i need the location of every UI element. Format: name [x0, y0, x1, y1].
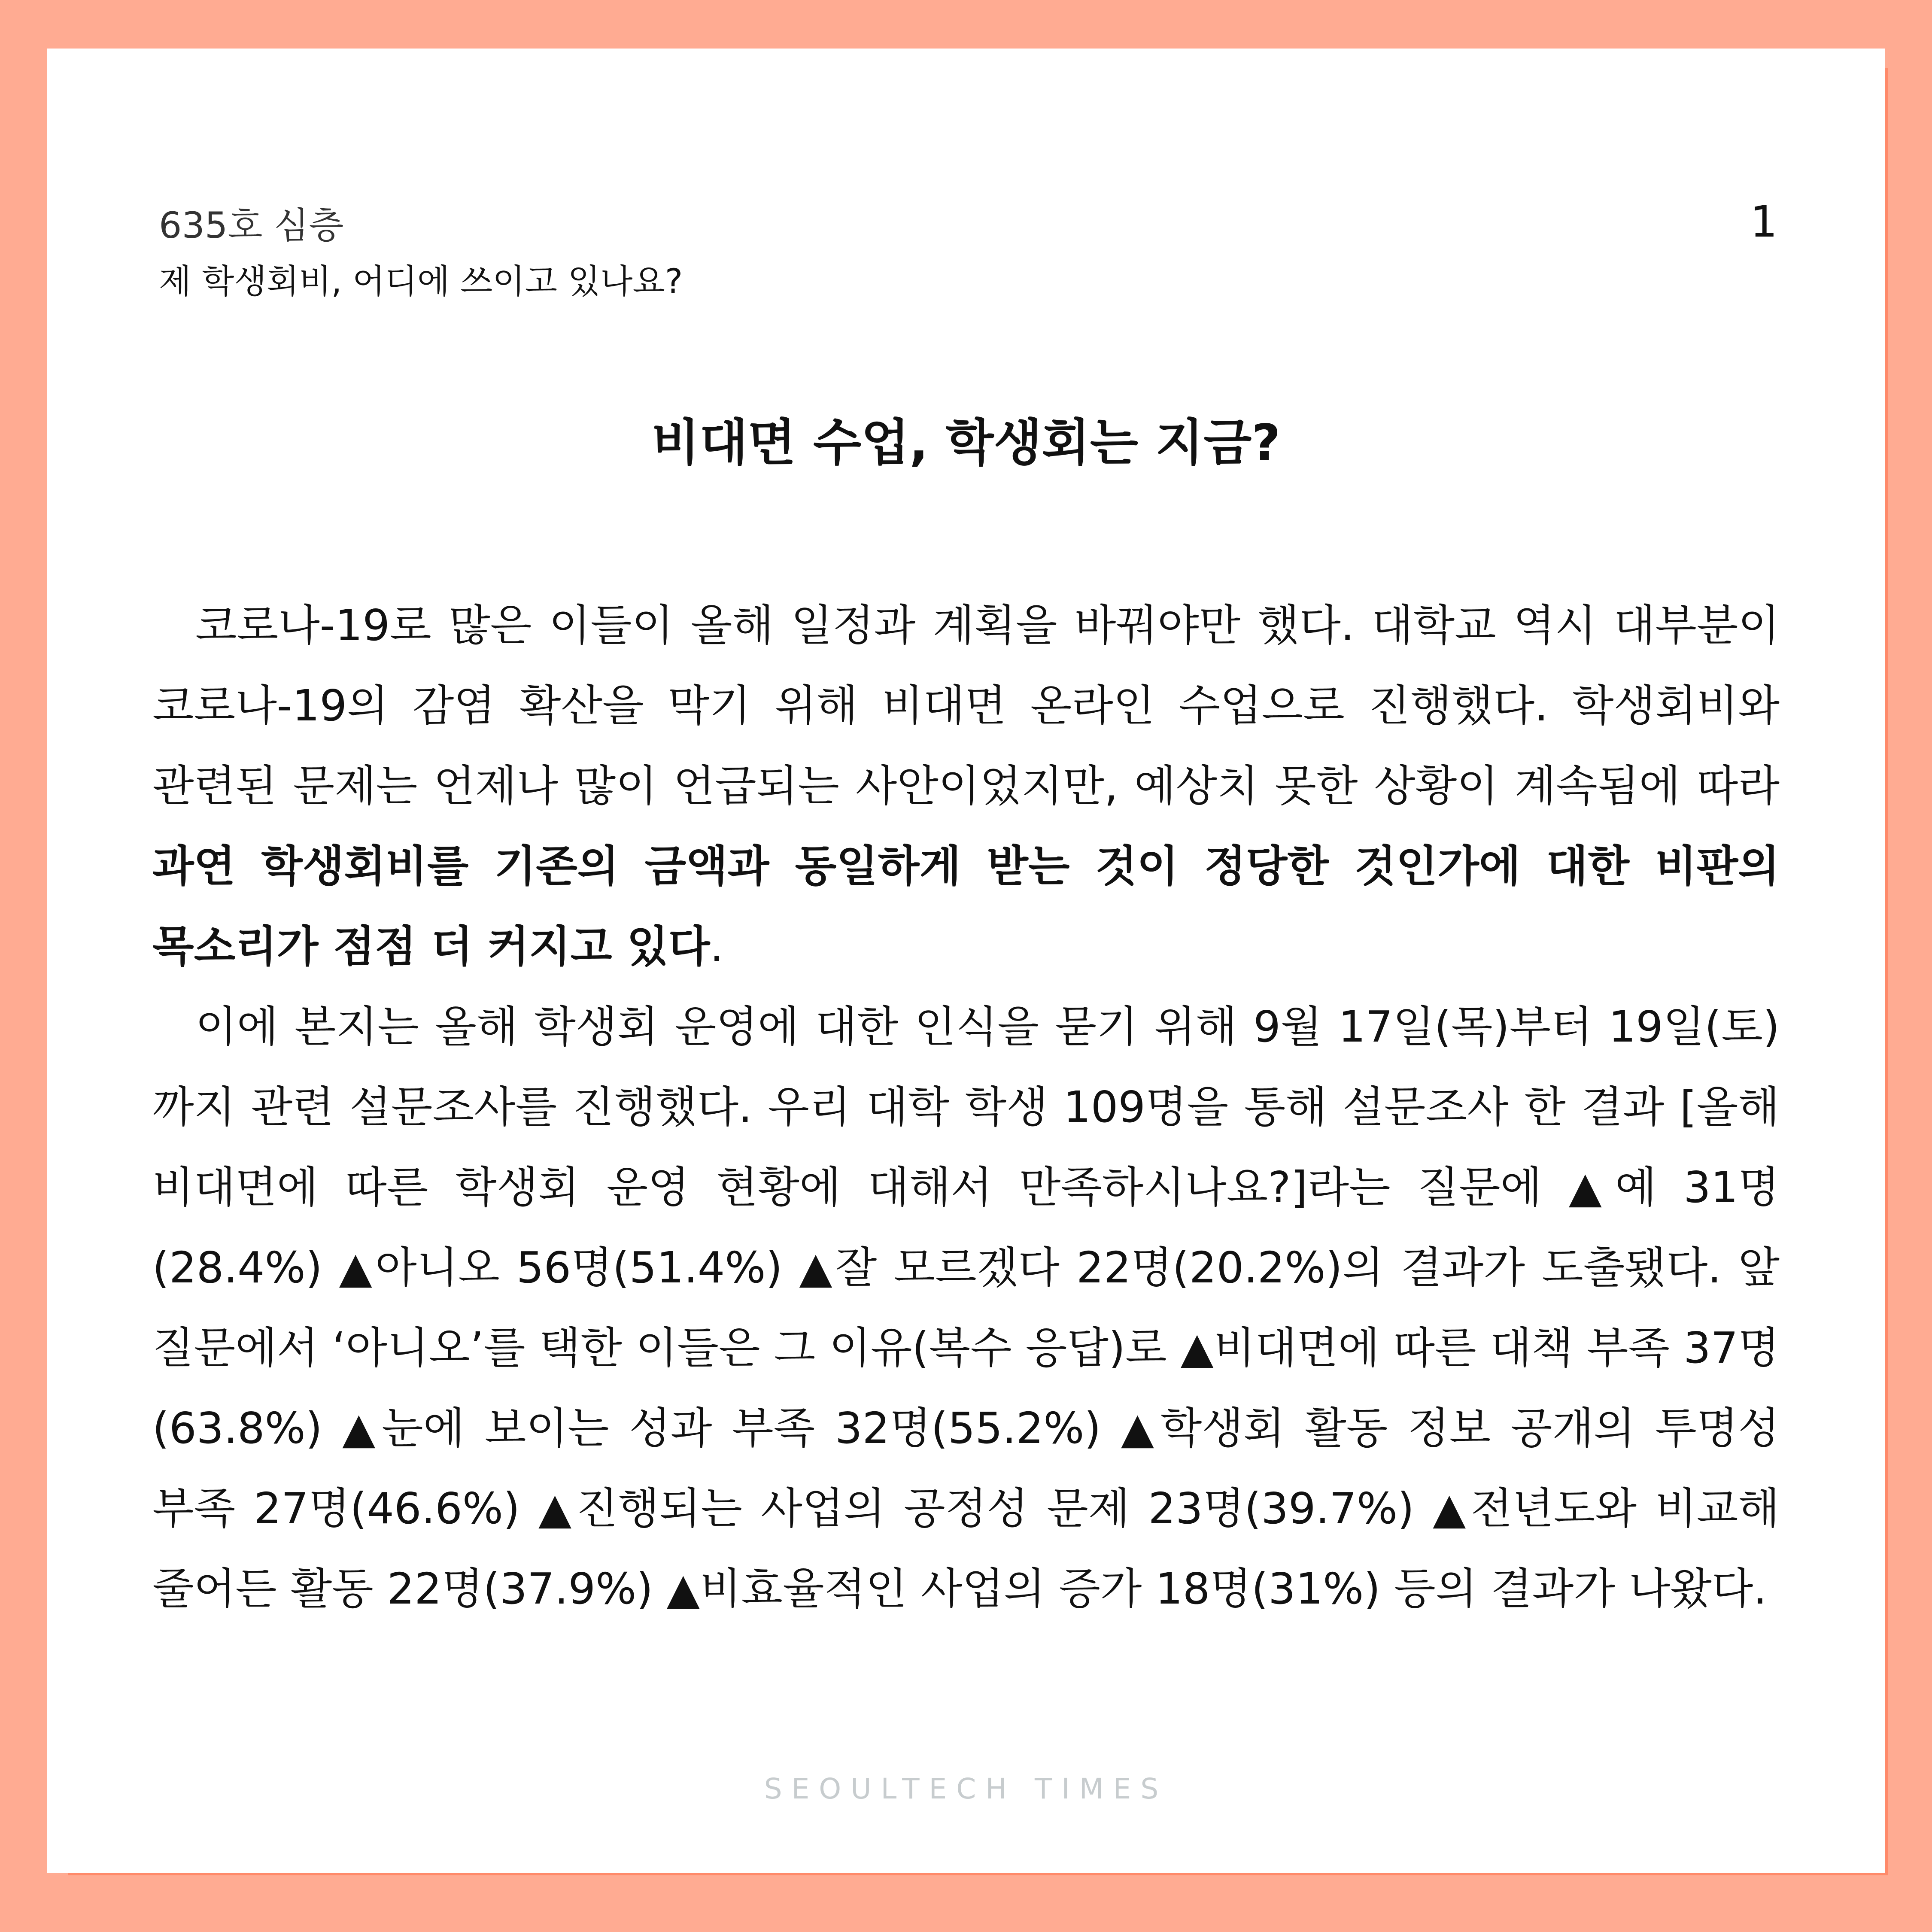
page-number: 1 [1750, 197, 1777, 247]
paragraph-1-text: 코로나-19로 많은 이들이 올해 일정과 계획을 바꿔야만 했다. 대학교 역시 대부분이 코로나-19의 감염 확산을 막기 위해 비대면 온라인 수업으로 진행했다. 학생회비와 관련된 문제는 언제나 많이 언급되는 사안이었지만, 예상치 못한 상황이 계속됨에 따라 [152, 600, 1780, 811]
paragraph-2: 이에 본지는 올해 학생회 운영에 대한 인식을 묻기 위해 9월 17일(목)부터 19일(토)까지 관련 설문조사를 진행했다. 우리 대학 학생 109명을 통해 설문조사 한 결과 [올해 비대면에 따른 학생회 운영 현황에 대해서 만족하시나요?]라는 질문에 ▲예 31명(28.4%) ▲아니오 56명(51.4%) ▲잘 모르겠다 22명(20.2%)의 결과가 도출됐다. 앞 질문에서 ‘아니오’를 택한 이들은 그 이유(복수 응답)로 ▲비대면에 따른 대책 부족 37명(63.8%) ▲눈에 보이는 성과 부족 32명(55.2%) ▲학생회 활동 정보 공개의 투명성 부족 27명(46.6%) ▲진행되는 사업의 공정성 문제 23명(39.7%) ▲전년도와 비교해 줄어든 활동 22명(37.9%) ▲비효율적인 사업의 증가 18명(31%) 등의 결과가 나왔다. [152, 1002, 1780, 1614]
publication-footer: SEOULTECH TIMES [764, 1772, 1168, 1805]
issue-label: 635호 심층 [159, 204, 344, 246]
paragraph-1-end: . [710, 921, 724, 972]
paragraph-1 [152, 585, 1780, 987]
article-heading: 비대면 수업, 학생회는 지금? [651, 414, 1281, 472]
section-subtitle: 제 학생회비, 어디에 쓰이고 있나요? [159, 262, 683, 301]
article-card [47, 49, 1885, 1873]
paragraph-1-emphasis: 과연 학생회비를 기존의 금액과 동일하게 받는 것이 정당한 것인가에 대한 비판의 목소리가 점점 더 커지고 있다 [152, 841, 1780, 972]
article-body [152, 585, 1780, 1629]
